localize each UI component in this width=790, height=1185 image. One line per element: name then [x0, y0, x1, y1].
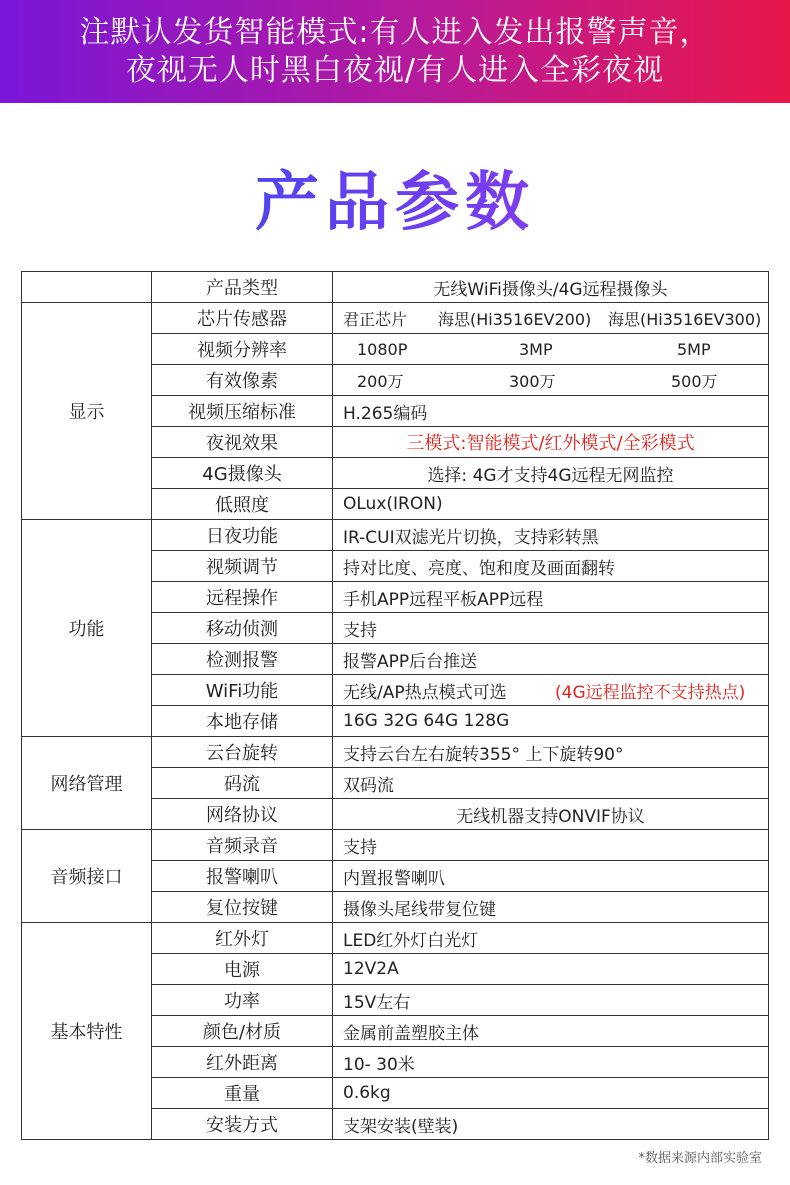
- row-value: 支持: [333, 613, 769, 644]
- row-label: 芯片传感器: [152, 303, 333, 334]
- row-value: 持对比度、亮度、饱和度及画面翻转: [333, 551, 769, 582]
- value-option: 3MP: [519, 339, 553, 359]
- banner-line-2: 夜视无人时黑白夜视/有人进入全彩夜视: [125, 53, 665, 88]
- row-label: 安装方式: [152, 1109, 333, 1140]
- value-option: 500万: [671, 371, 718, 391]
- row-value: 无线机器支持ONVIF协议: [333, 799, 769, 830]
- row-value: 16G 32G 64G 128G: [333, 706, 769, 737]
- row-value: [333, 365, 769, 396]
- row-label: 有效像素: [152, 365, 333, 396]
- value-option: 海思(Hi3516EV300): [608, 309, 762, 329]
- row-label: 红外距离: [152, 1047, 333, 1078]
- row-label: 音频录音: [152, 830, 333, 861]
- wifi-note-text: (4G远程监控不支持热点): [555, 682, 746, 703]
- row-label: 红外灯: [152, 923, 333, 954]
- wifi-mode-text: 无线/AP热点模式可选: [343, 682, 507, 703]
- row-value: OLux(IRON): [333, 489, 769, 520]
- row-label: 颜色/材质: [152, 1016, 333, 1047]
- empty-cell: [22, 272, 152, 303]
- row-value: [333, 334, 769, 365]
- row-value: 15V左右: [333, 985, 769, 1016]
- table-row: [22, 830, 769, 861]
- row-value: 0.6kg: [333, 1078, 769, 1109]
- row-value: 报警APP后台推送: [333, 644, 769, 675]
- row-value: [333, 303, 769, 334]
- value-option: 1080P: [357, 339, 408, 359]
- row-label: 视频分辨率: [152, 334, 333, 365]
- row-value: 手机APP远程平板APP远程: [333, 582, 769, 613]
- category-audio: 音频接口: [22, 830, 152, 923]
- row-value: 选择: 4G才支持4G远程无网监控: [333, 458, 769, 489]
- category-basic: 基本特性: [22, 923, 152, 1140]
- row-label: 移动侦测: [152, 613, 333, 644]
- footnote: *数据来源内部实验室: [638, 1151, 762, 1166]
- table-row: [22, 520, 769, 551]
- row-value: 双码流: [333, 768, 769, 799]
- row-value: LED红外灯白光灯: [333, 923, 769, 954]
- row-label: 码流: [152, 768, 333, 799]
- value-option: 君正芯片: [343, 309, 408, 329]
- table-row: [22, 737, 769, 768]
- table-row: [22, 272, 769, 303]
- category-function: 功能: [22, 520, 152, 737]
- table-row: [22, 303, 769, 334]
- row-label: 复位按键: [152, 892, 333, 923]
- value-option: 300万: [509, 371, 556, 391]
- row-value: 支持云台左右旋转355° 上下旋转90°: [333, 737, 769, 768]
- row-value: IR-CUI双滤光片切换，支持彩转黑: [333, 520, 769, 551]
- row-label: 视频压缩标准: [152, 396, 333, 427]
- row-label: 电源: [152, 954, 333, 985]
- row-label: WiFi功能: [152, 675, 333, 706]
- row-label: 视频调节: [152, 551, 333, 582]
- row-value: 10- 30米: [333, 1047, 769, 1078]
- top-banner: [0, 0, 790, 103]
- row-value: [333, 675, 769, 706]
- value-option: 5MP: [677, 339, 711, 359]
- value-option: 200万: [357, 371, 404, 391]
- row-label: 4G摄像头: [152, 458, 333, 489]
- row-label: 检测报警: [152, 644, 333, 675]
- row-value: 支持: [333, 830, 769, 861]
- row-label: 重量: [152, 1078, 333, 1109]
- page-title: 产品参数: [0, 163, 790, 243]
- category-network: 网络管理: [22, 737, 152, 830]
- row-label: 日夜功能: [152, 520, 333, 551]
- row-label: 云台旋转: [152, 737, 333, 768]
- value-option: 海思(Hi3516EV200): [438, 309, 592, 329]
- row-label: 低照度: [152, 489, 333, 520]
- table-row: [22, 923, 769, 954]
- row-value: 无线WiFi摄像头/4G远程摄像头: [333, 272, 769, 303]
- row-value: 金属前盖塑胶主体: [333, 1016, 769, 1047]
- row-value: 12V2A: [333, 954, 769, 985]
- row-value: 摄像头尾线带复位键: [333, 892, 769, 923]
- row-label: 夜视效果: [152, 427, 333, 458]
- row-label: 报警喇叭: [152, 861, 333, 892]
- category-display: 显示: [22, 303, 152, 520]
- row-label: 网络协议: [152, 799, 333, 830]
- row-label: 本地存储: [152, 706, 333, 737]
- row-value: 三模式:智能模式/红外模式/全彩模式: [333, 427, 769, 458]
- row-label: 远程操作: [152, 582, 333, 613]
- row-value: 内置报警喇叭: [333, 861, 769, 892]
- row-label: 产品类型: [152, 272, 333, 303]
- row-value: 支架安装(壁装): [333, 1109, 769, 1140]
- row-value: H.265编码: [333, 396, 769, 427]
- spec-table: [21, 271, 769, 1140]
- banner-line-1: 注默认发货智能模式:有人进入发出报警声音，: [79, 15, 711, 50]
- row-label: 功率: [152, 985, 333, 1016]
